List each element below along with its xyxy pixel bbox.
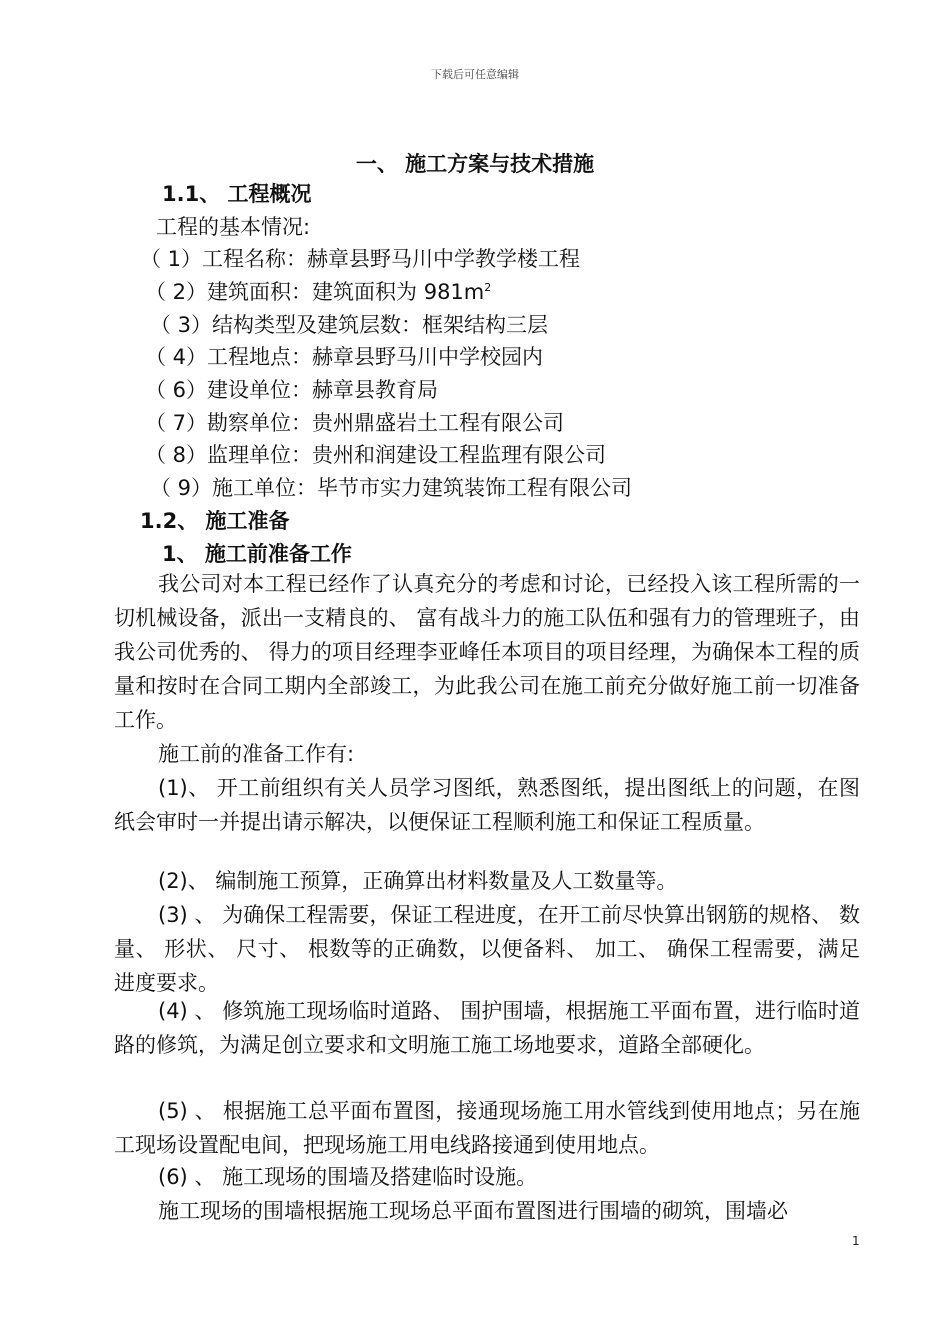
paragraph-item-2: (2)、 编制施工预算，正确算出材料数量及人工数量等。: [158, 869, 678, 893]
paragraph-fence: 施工现场的围墙根据施工现场总平面布置图进行围墙的砌筑，围墙必: [158, 1199, 788, 1223]
paragraph-item-5: (5) 、 根据施工总平面布置图，接通现场施工用水管线到使用地点；另在施工现场设置配电间，把现场施工用电线路接通到使用地点。: [114, 1099, 860, 1157]
info-item-survey: （ 7）勘察单位：贵州鼎盛岩土工程有限公司: [145, 411, 565, 435]
paragraph-prep-intro: 施工前的准备工作有:: [158, 742, 355, 766]
section-intro: 工程的基本情况:: [156, 215, 311, 239]
info-item-building-area: [145, 278, 491, 306]
section-heading-1-1: 1.1、 工程概况: [162, 182, 312, 206]
paragraph-item-3: (3) 、 为确保工程需要，保证工程进度，在开工前尽快算出钢筋的规格、 数量、 形状、 尺寸、 根数等的正确数，以便备料、 加工、 确保工程需要，满足进度要求。: [114, 903, 860, 995]
paragraph-item-4: (4) 、 修筑施工现场临时道路、 围护围墙，根据施工平面布置，进行临时道路的修筑，为满足创立要求和文明施工施工场地要求，道路全部硬化。: [114, 999, 860, 1057]
area-superscript: 2: [484, 281, 492, 294]
info-item-structure-type: （ 3）结构类型及建筑层数：框架结构三层: [150, 313, 549, 337]
info-item-contractor: （ 9）施工单位：毕节市实力建筑装饰工程有限公司: [150, 476, 633, 500]
header-note: 下载后可任意编辑: [431, 68, 519, 81]
info-item-owner: （ 6）建设单位：赫章县教育局: [145, 378, 439, 402]
subheading-preparation: 1、 施工前准备工作: [162, 542, 352, 566]
document-title: 一、 施工方案与技术措施: [355, 152, 595, 176]
info-item-location: （ 4）工程地点：赫章县野马川中学校园内: [145, 345, 544, 369]
page-number: 1: [852, 1234, 860, 1248]
paragraph-item-1: (1)、 开工前组织有关人员学习图纸，熟悉图纸，提出图纸上的问题，在图纸会审时一并提出请示解决，以便保证工程顺利施工和保证工程质量。: [114, 776, 860, 834]
section-heading-1-2: 1.2、 施工准备: [140, 509, 290, 533]
info-item-supervision: （ 8）监理单位：贵州和润建设工程监理有限公司: [145, 443, 607, 467]
info-item-building-area-text: （ 2）建筑面积：建筑面积为 981m: [145, 280, 485, 304]
info-item-project-name: （ 1）工程名称：赫章县野马川中学教学楼工程: [140, 247, 581, 271]
paragraph-item-6: (6) 、 施工现场的围墙及搭建临时设施。: [158, 1165, 538, 1189]
paragraph-company-preparation: 我公司对本工程已经作了认真充分的考虑和讨论，已经投入该工程所需的一切机械设备，派出一支精良的、 富有战斗力的施工队伍和强有力的管理班子，由我公司优秀的、 得力的项目经理李亚峰任本项目的项目经理，为确保本工程的质量和按时在合同工期内全部竣工，为此我公司在施工前充分做好施工前一切准备工作。: [114, 572, 860, 732]
